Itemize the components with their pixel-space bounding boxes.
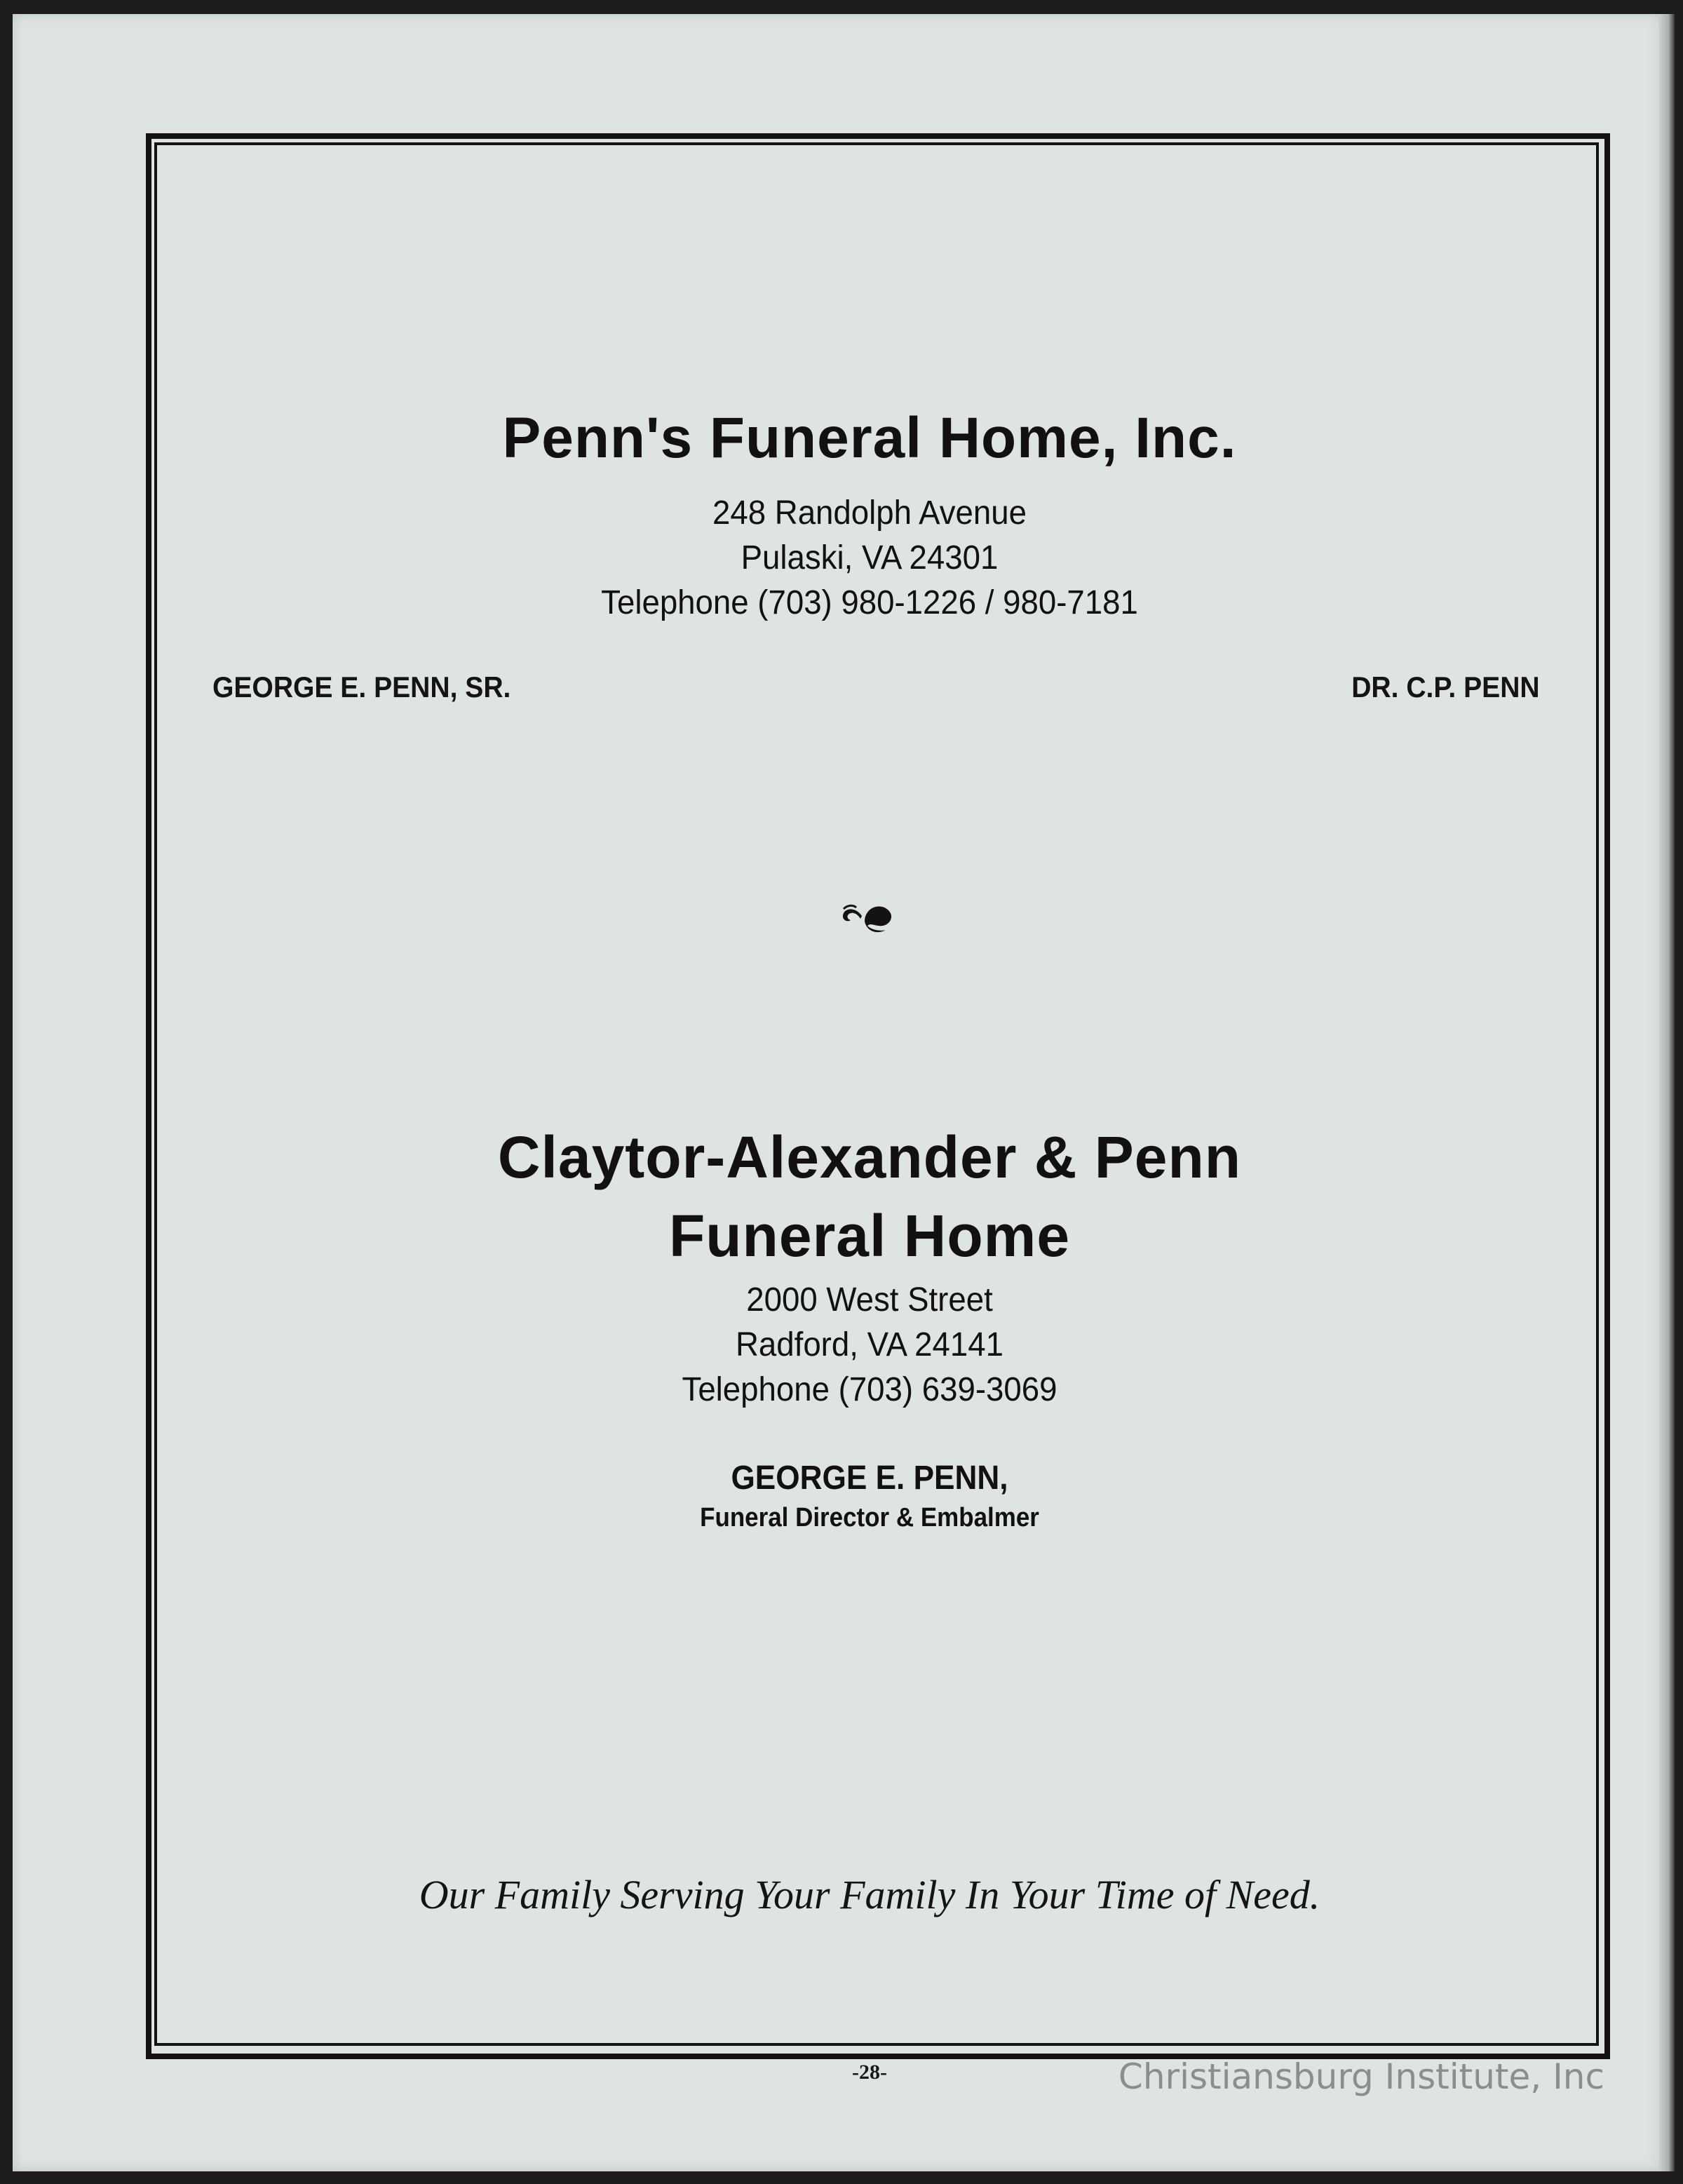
director-title: Funeral Director & Embalmer [700, 1503, 1039, 1532]
second-home-director [168, 1457, 1571, 1536]
second-home-name-line1: Claytor-Alexander & Penn [497, 1124, 1242, 1190]
first-home-person-right: DR. C.P. PENN [1351, 670, 1540, 703]
motto: Our Family Serving Your Family In Your Time of Need. [419, 1872, 1320, 1917]
first-home-person-left: GEORGE E. PENN, SR. [212, 670, 511, 703]
first-home-street: 248 Randolph Avenue [712, 494, 1027, 532]
second-home-address [203, 1278, 1536, 1413]
first-home-city: Pulaski, VA 24301 [741, 539, 999, 577]
watermark: Christiansburg Institute, Inc [1118, 2056, 1604, 2097]
page-number: -28- [852, 2061, 887, 2084]
first-home-section [168, 407, 1571, 470]
second-home-section [168, 1118, 1571, 1275]
second-home-street: 2000 West Street [746, 1281, 993, 1319]
second-home-telephone: Telephone (703) 639-3069 [682, 1371, 1057, 1408]
first-home-name: Penn's Funeral Home, Inc. [502, 406, 1237, 470]
second-home-name-line2: Funeral Home [668, 1203, 1071, 1269]
first-home-address [203, 491, 1536, 626]
second-home-city: Radford, VA 24141 [736, 1326, 1003, 1363]
page-edge [1659, 14, 1675, 2171]
fleuron-icon [837, 895, 895, 934]
first-home-telephone: Telephone (703) 980-1226 / 980-7181 [601, 584, 1138, 621]
director-name: GEORGE E. PENN, [731, 1460, 1008, 1497]
